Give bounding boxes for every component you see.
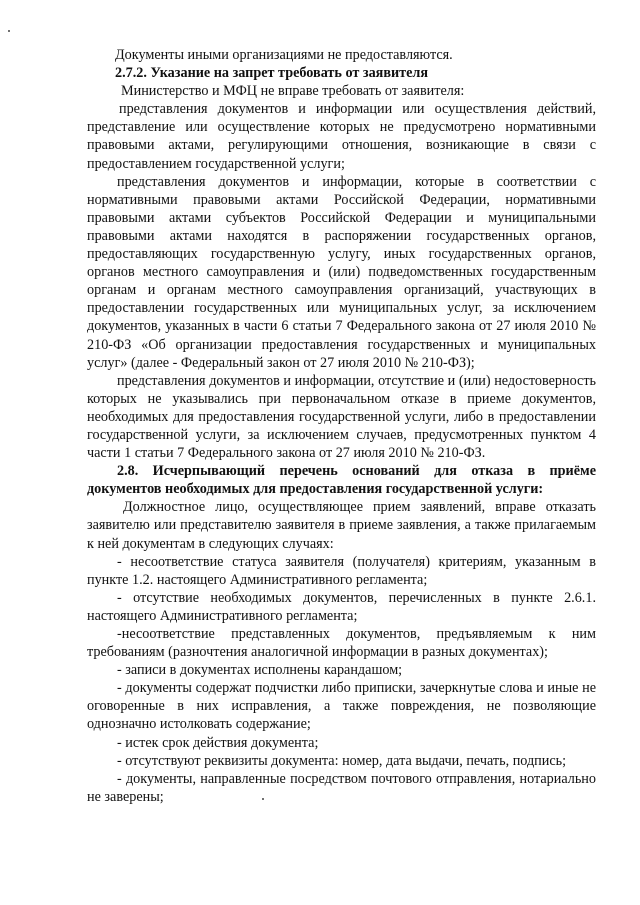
section-2-7-2-item: представления документов и информации или осуществления действий, представление или осуществление которых не предусмотрено нормативными правовыми актами, регулирующими отношения, возникающие в связи с предоставлением государственной услуги; [87,101,596,172]
section-2-7-2-item: представления документов и информации, которые в соответствии с нормативными правовыми актами Российской Федерации, нормативными правовыми актами субъектов Российской Федерации и муниципальными правовыми актами находятся в распоряжении государственных органов, предоставляющих государственную услугу, иных государственных органов, органов местного самоуправления и (или) подведомственных государственным органам и органам местного самоуправления организаций, участвующих в предоставлении государственных или муниципальных услуг, за исключением документов, указанных в части 6 статьи 7 Федерального закона от 27 июля 2010 № 210-ФЗ «Об организации предоставления государственных и муниципальных услуг» (далее - Федеральный закон от 27 июля 2010 № 210-ФЗ); [87,173,596,371]
intro-line: Документы иными организациями не предоставляются. [115,47,453,63]
section-2-7-2-lead: Министерство и МФЦ не вправе требовать от заявителя: [121,83,465,100]
section-2-8-lead: Должностное лицо, осуществляющее прием заявлений, вправе отказать заявителю или представителю заявителя в приеме заявления, а также прилагаемым к ней документам в следующих случаях: [87,499,596,552]
section-2-8-item: -несоответствие представленных документов, предъявляемым к ним требованиям (разночтения аналогичной информации в разных документах); [87,626,596,661]
section-2-7-2-title: 2.7.2. Указание на запрет требовать от заявителя [115,65,429,82]
document-page [87,46,596,806]
section-2-8-item: - несоответствие статуса заявителя (получателя) критериям, указанным в пункте 1.2. настоящего Административного регламента; [87,553,596,588]
section-2-8-item: - отсутствуют реквизиты документа: номер, дата выдачи, печать, подпись; [117,752,567,769]
section-2-8-item: - документы, направленные посредством почтового отправления, нотариально не заверены; [87,770,596,805]
section-2-7-2-item: представления документов и информации, отсутствие и (или) недостоверность которых не указывались при первоначальном отказе в приеме документов, необходимых для предоставления государственной услуги, либо в предоставлении государственной услуги, за исключением случаев, предусмотренных пунктом 4 части 1 статьи 7 Федерального закона от 27 июля 2010 № 210-ФЗ. [87,372,596,462]
section-2-8-item: - записи в документах исполнены карандашом; [117,662,403,679]
section-2-8-item: - отсутствие необходимых документов, перечисленных в пункте 2.6.1. настоящего Административного регламента; [87,589,596,624]
section-2-8-item: - истек срок действия документа; [117,734,319,751]
section-2-8-item: - документы содержат подчистки либо приписки, зачеркнутые слова и иные не оговоренные в них исправления, а также повреждения, не позволяющие однозначно истолковать содержание; [87,680,596,733]
scan-speck [8,30,10,32]
section-2-8-title: 2.8. Исчерпывающий перечень оснований для отказа в приёме документов необходимых для предоставления государственной услуги: [87,463,596,498]
